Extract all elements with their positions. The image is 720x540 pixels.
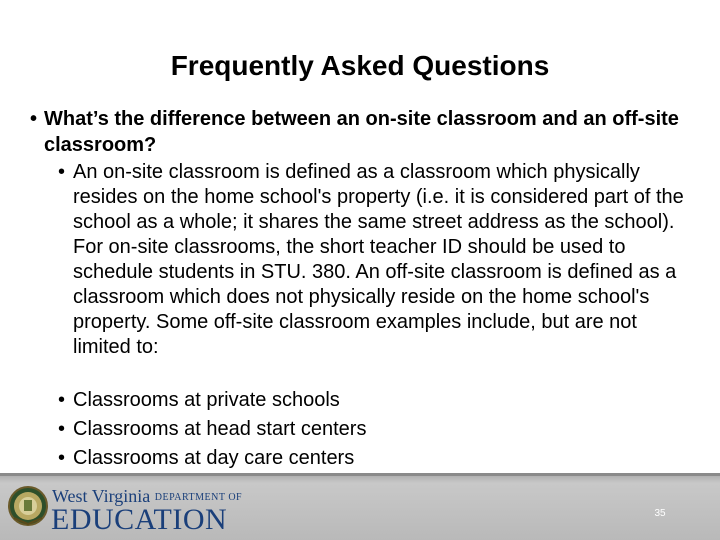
bullet-marker: • xyxy=(58,447,66,469)
bullet-marker: • xyxy=(30,108,38,130)
answer-text: An on-site classroom is defined as a classroom which physically resides on the home school's property (i.e. it is considered part of the school as a whole; it shares the same street address as the school). For on-site classrooms, the short teacher ID should be used to schedule students in STU. 380. An off-site classroom is defined as a classroom which does not physically reside on the home school's property. Some off-site classroom examples include, but are not limited to: xyxy=(73,161,684,358)
question-text: What’s the difference between an on-site classroom and an off-site classroom? xyxy=(44,108,679,156)
page-number: 35 xyxy=(654,508,666,519)
example-text: Classrooms at private schools xyxy=(73,389,340,411)
wv-state-seal-icon xyxy=(8,480,48,532)
logo-education: EDUCATION xyxy=(51,503,228,536)
logo-dept-of: DEPARTMENT OF xyxy=(154,492,243,503)
answer-bullet xyxy=(58,160,690,360)
question-bullet xyxy=(30,106,698,158)
example-text: Classrooms at day care centers xyxy=(73,447,355,469)
example-item xyxy=(58,388,690,413)
bullet-marker: • xyxy=(58,161,66,183)
logo-state-name: West Virginia xyxy=(52,486,151,506)
example-item xyxy=(58,446,690,471)
slide-title: Frequently Asked Questions xyxy=(170,50,550,81)
footer-divider xyxy=(0,473,720,476)
example-text: Classrooms at head start centers xyxy=(73,418,367,440)
bullet-marker: • xyxy=(58,389,66,411)
bullet-marker: • xyxy=(58,418,66,440)
example-item xyxy=(58,417,690,442)
